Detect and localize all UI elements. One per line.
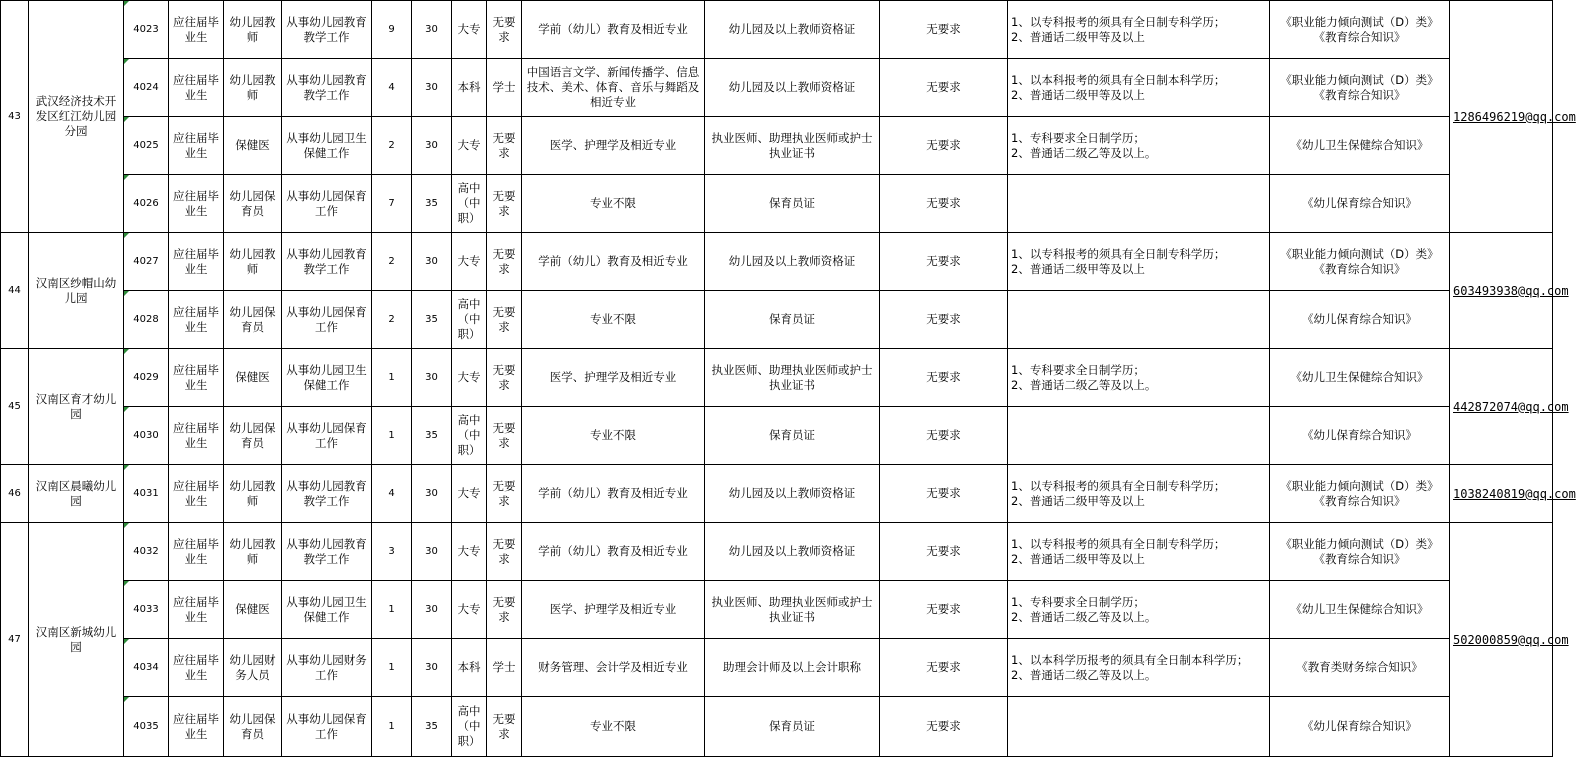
degree-cell: 无要求: [487, 697, 522, 757]
code-cell: 4032: [124, 523, 169, 581]
table-row: [1, 59, 1553, 117]
edu-cell: 本科: [452, 639, 487, 697]
cert-cell: 执业医师、助理执业医师或护士执业证书: [705, 117, 880, 175]
major-cell: 医学、护理学及相近专业: [522, 349, 705, 407]
duty-cell: 从事幼儿园卫生保健工作: [282, 117, 372, 175]
cert-cell: 幼儿园及以上教师资格证: [705, 233, 880, 291]
code-cell: 4024: [124, 59, 169, 117]
age-cell: 30: [412, 639, 452, 697]
seq-cell: 46: [1, 465, 29, 523]
email-link[interactable]: 603493938@qq.com: [1453, 283, 1569, 298]
table-row: [1, 407, 1553, 465]
major-cell: 医学、护理学及相近专业: [522, 117, 705, 175]
edu-cell: 大专: [452, 465, 487, 523]
other-requirements-cell: [1008, 407, 1270, 465]
edu-cell: 高中（中职）: [452, 175, 487, 233]
table-row: [1, 175, 1553, 233]
target-cell: 应往届毕业生: [169, 117, 224, 175]
unit-cell: 汉南区纱帽山幼儿园: [29, 233, 124, 349]
exam-subject-cell: 《幼儿卫生保健综合知识》: [1270, 349, 1450, 407]
major-cell: 专业不限: [522, 291, 705, 349]
table-row: [1, 291, 1553, 349]
email-cell: [1450, 233, 1569, 349]
post-cell: 保健医: [224, 581, 282, 639]
cert-cell: 保育员证: [705, 407, 880, 465]
edu-cell: 大专: [452, 349, 487, 407]
experience-cell: 无要求: [880, 697, 1008, 757]
num-cell: 7: [372, 175, 412, 233]
degree-cell: 无要求: [487, 1, 522, 59]
table-row: [1, 697, 1553, 757]
unit-cell: 汉南区新城幼儿园: [29, 523, 124, 757]
age-cell: 35: [412, 697, 452, 757]
exam-subject-cell: 《职业能力倾向测试（D）类》《教育综合知识》: [1270, 1, 1450, 59]
table-row: [1, 581, 1553, 639]
cert-cell: 执业医师、助理执业医师或护士执业证书: [705, 349, 880, 407]
post-cell: 幼儿园教师: [224, 523, 282, 581]
table-body: [1, 1, 1576, 757]
email-cell: [1450, 1, 1576, 233]
duty-cell: 从事幼儿园教育教学工作: [282, 523, 372, 581]
experience-cell: 无要求: [880, 407, 1008, 465]
exam-subject-cell: 《幼儿保育综合知识》: [1270, 175, 1450, 233]
target-cell: 应往届毕业生: [169, 697, 224, 757]
other-requirements-cell: 1、专科要求全日制学历； 2、普通话二级乙等及以上。: [1008, 349, 1270, 407]
target-cell: 应往届毕业生: [169, 349, 224, 407]
unit-cell: 汉南区晨曦幼儿园: [29, 465, 124, 523]
exam-subject-cell: 《幼儿保育综合知识》: [1270, 291, 1450, 349]
seq-cell: 44: [1, 233, 29, 349]
code-cell: 4023: [124, 1, 169, 59]
num-cell: 4: [372, 59, 412, 117]
post-cell: 幼儿园教师: [224, 233, 282, 291]
seq-cell: 43: [1, 1, 29, 233]
major-cell: 学前（幼儿）教育及相近专业: [522, 523, 705, 581]
age-cell: 30: [412, 1, 452, 59]
cert-cell: 执业医师、助理执业医师或护士执业证书: [705, 581, 880, 639]
edu-cell: 本科: [452, 59, 487, 117]
edu-cell: 高中（中职）: [452, 697, 487, 757]
post-cell: 幼儿园保育员: [224, 407, 282, 465]
num-cell: 1: [372, 697, 412, 757]
post-cell: 幼儿园保育员: [224, 697, 282, 757]
degree-cell: 无要求: [487, 581, 522, 639]
seq-cell: 45: [1, 349, 29, 465]
email-link[interactable]: 442872074@qq.com: [1453, 399, 1569, 414]
cert-cell: 幼儿园及以上教师资格证: [705, 465, 880, 523]
experience-cell: 无要求: [880, 59, 1008, 117]
degree-cell: 无要求: [487, 349, 522, 407]
post-cell: 幼儿园保育员: [224, 291, 282, 349]
other-requirements-cell: 1、专科要求全日制学历； 2、普通话二级乙等及以上。: [1008, 117, 1270, 175]
experience-cell: 无要求: [880, 233, 1008, 291]
post-cell: 幼儿园教师: [224, 1, 282, 59]
cert-cell: 保育员证: [705, 697, 880, 757]
unit-cell: 武汉经济技术开发区红江幼儿园分园: [29, 1, 124, 233]
degree-cell: 学士: [487, 59, 522, 117]
email-link[interactable]: 1286496219@qq.com: [1453, 109, 1576, 124]
table-row: [1, 465, 1553, 523]
email-link[interactable]: 1038240819@qq.com: [1453, 486, 1576, 501]
table-row: [1, 639, 1553, 697]
num-cell: 4: [372, 465, 412, 523]
table-row: [1, 349, 1553, 407]
edu-cell: 大专: [452, 581, 487, 639]
duty-cell: 从事幼儿园教育教学工作: [282, 1, 372, 59]
degree-cell: 无要求: [487, 523, 522, 581]
experience-cell: 无要求: [880, 175, 1008, 233]
duty-cell: 从事幼儿园教育教学工作: [282, 59, 372, 117]
post-cell: 保健医: [224, 117, 282, 175]
edu-cell: 大专: [452, 523, 487, 581]
email-cell: [1450, 523, 1569, 757]
age-cell: 35: [412, 175, 452, 233]
other-requirements-cell: 1、以本科报考的须具有全日制本科学历； 2、普通话二级甲等及以上: [1008, 59, 1270, 117]
degree-cell: 无要求: [487, 117, 522, 175]
age-cell: 30: [412, 59, 452, 117]
seq-cell: 47: [1, 523, 29, 757]
age-cell: 30: [412, 581, 452, 639]
degree-cell: 无要求: [487, 291, 522, 349]
degree-cell: 无要求: [487, 233, 522, 291]
exam-subject-cell: 《幼儿保育综合知识》: [1270, 407, 1450, 465]
num-cell: 9: [372, 1, 412, 59]
target-cell: 应往届毕业生: [169, 407, 224, 465]
num-cell: 1: [372, 639, 412, 697]
code-cell: 4025: [124, 117, 169, 175]
degree-cell: 无要求: [487, 175, 522, 233]
experience-cell: 无要求: [880, 349, 1008, 407]
edu-cell: 高中（中职）: [452, 291, 487, 349]
other-requirements-cell: 1、以专科报考的须具有全日制专科学历； 2、普通话二级甲等及以上: [1008, 233, 1270, 291]
experience-cell: 无要求: [880, 1, 1008, 59]
age-cell: 30: [412, 465, 452, 523]
exam-subject-cell: 《教育类财务综合知识》: [1270, 639, 1450, 697]
experience-cell: 无要求: [880, 581, 1008, 639]
cert-cell: 幼儿园及以上教师资格证: [705, 523, 880, 581]
num-cell: 1: [372, 349, 412, 407]
unit-cell: 汉南区育才幼儿园: [29, 349, 124, 465]
major-cell: 专业不限: [522, 407, 705, 465]
duty-cell: 从事幼儿园财务工作: [282, 639, 372, 697]
code-cell: 4035: [124, 697, 169, 757]
post-cell: 幼儿园教师: [224, 59, 282, 117]
other-requirements-cell: 1、以专科报考的须具有全日制专科学历； 2、普通话二级甲等及以上: [1008, 523, 1270, 581]
cert-cell: 保育员证: [705, 291, 880, 349]
edu-cell: 大专: [452, 1, 487, 59]
code-cell: 4031: [124, 465, 169, 523]
experience-cell: 无要求: [880, 117, 1008, 175]
major-cell: 财务管理、会计学及相近专业: [522, 639, 705, 697]
target-cell: 应往届毕业生: [169, 581, 224, 639]
other-requirements-cell: 1、专科要求全日制学历； 2、普通话二级乙等及以上。: [1008, 581, 1270, 639]
post-cell: 幼儿园保育员: [224, 175, 282, 233]
other-requirements-cell: [1008, 697, 1270, 757]
duty-cell: 从事幼儿园卫生保健工作: [282, 349, 372, 407]
table-row: [1, 523, 1553, 581]
other-requirements-cell: 1、以专科报考的须具有全日制专科学历； 2、普通话二级甲等及以上: [1008, 1, 1270, 59]
target-cell: 应往届毕业生: [169, 291, 224, 349]
duty-cell: 从事幼儿园保育工作: [282, 407, 372, 465]
target-cell: 应往届毕业生: [169, 465, 224, 523]
num-cell: 2: [372, 117, 412, 175]
age-cell: 30: [412, 233, 452, 291]
duty-cell: 从事幼儿园保育工作: [282, 697, 372, 757]
exam-subject-cell: 《幼儿卫生保健综合知识》: [1270, 581, 1450, 639]
major-cell: 中国语言文学、新闻传播学、信息技术、美术、体育、音乐与舞蹈及相近专业: [522, 59, 705, 117]
other-requirements-cell: [1008, 291, 1270, 349]
major-cell: 学前（幼儿）教育及相近专业: [522, 465, 705, 523]
num-cell: 2: [372, 291, 412, 349]
experience-cell: 无要求: [880, 291, 1008, 349]
age-cell: 30: [412, 523, 452, 581]
code-cell: 4030: [124, 407, 169, 465]
post-cell: 幼儿园财务人员: [224, 639, 282, 697]
major-cell: 医学、护理学及相近专业: [522, 581, 705, 639]
exam-subject-cell: 《职业能力倾向测试（D）类》《教育综合知识》: [1270, 59, 1450, 117]
experience-cell: 无要求: [880, 639, 1008, 697]
code-cell: 4028: [124, 291, 169, 349]
duty-cell: 从事幼儿园卫生保健工作: [282, 581, 372, 639]
exam-subject-cell: 《幼儿卫生保健综合知识》: [1270, 117, 1450, 175]
post-cell: 保健医: [224, 349, 282, 407]
target-cell: 应往届毕业生: [169, 639, 224, 697]
major-cell: 学前（幼儿）教育及相近专业: [522, 233, 705, 291]
code-cell: 4034: [124, 639, 169, 697]
target-cell: 应往届毕业生: [169, 233, 224, 291]
degree-cell: 无要求: [487, 407, 522, 465]
email-cell: [1450, 349, 1569, 465]
degree-cell: 无要求: [487, 465, 522, 523]
edu-cell: 高中（中职）: [452, 407, 487, 465]
other-requirements-cell: [1008, 175, 1270, 233]
exam-subject-cell: 《职业能力倾向测试（D）类》《教育综合知识》: [1270, 465, 1450, 523]
duty-cell: 从事幼儿园教育教学工作: [282, 465, 372, 523]
degree-cell: 学士: [487, 639, 522, 697]
age-cell: 35: [412, 407, 452, 465]
duty-cell: 从事幼儿园保育工作: [282, 175, 372, 233]
age-cell: 30: [412, 349, 452, 407]
exam-subject-cell: 《职业能力倾向测试（D）类》《教育综合知识》: [1270, 523, 1450, 581]
edu-cell: 大专: [452, 233, 487, 291]
num-cell: 2: [372, 233, 412, 291]
target-cell: 应往届毕业生: [169, 175, 224, 233]
table-row: [1, 233, 1553, 291]
experience-cell: 无要求: [880, 523, 1008, 581]
num-cell: 3: [372, 523, 412, 581]
code-cell: 4033: [124, 581, 169, 639]
cert-cell: 幼儿园及以上教师资格证: [705, 1, 880, 59]
major-cell: 专业不限: [522, 697, 705, 757]
age-cell: 30: [412, 117, 452, 175]
email-link[interactable]: 502000859@qq.com: [1453, 632, 1569, 647]
email-cell: [1450, 465, 1576, 523]
cert-cell: 幼儿园及以上教师资格证: [705, 59, 880, 117]
major-cell: 专业不限: [522, 175, 705, 233]
cert-cell: 助理会计师及以上会计职称: [705, 639, 880, 697]
duty-cell: 从事幼儿园教育教学工作: [282, 233, 372, 291]
table-row: [1, 1, 1553, 59]
code-cell: 4027: [124, 233, 169, 291]
other-requirements-cell: 1、以专科报考的须具有全日制专科学历； 2、普通话二级甲等及以上: [1008, 465, 1270, 523]
exam-subject-cell: 《职业能力倾向测试（D）类》《教育综合知识》: [1270, 233, 1450, 291]
num-cell: 1: [372, 581, 412, 639]
target-cell: 应往届毕业生: [169, 1, 224, 59]
major-cell: 学前（幼儿）教育及相近专业: [522, 1, 705, 59]
code-cell: 4029: [124, 349, 169, 407]
target-cell: 应往届毕业生: [169, 523, 224, 581]
cert-cell: 保育员证: [705, 175, 880, 233]
duty-cell: 从事幼儿园保育工作: [282, 291, 372, 349]
experience-cell: 无要求: [880, 465, 1008, 523]
table-row: [1, 117, 1553, 175]
edu-cell: 大专: [452, 117, 487, 175]
target-cell: 应往届毕业生: [169, 59, 224, 117]
num-cell: 1: [372, 407, 412, 465]
exam-subject-cell: 《幼儿保育综合知识》: [1270, 697, 1450, 757]
age-cell: 35: [412, 291, 452, 349]
post-cell: 幼儿园教师: [224, 465, 282, 523]
other-requirements-cell: 1、以本科学历报考的须具有全日制本科学历； 2、普通话二级乙等及以上。: [1008, 639, 1270, 697]
code-cell: 4026: [124, 175, 169, 233]
